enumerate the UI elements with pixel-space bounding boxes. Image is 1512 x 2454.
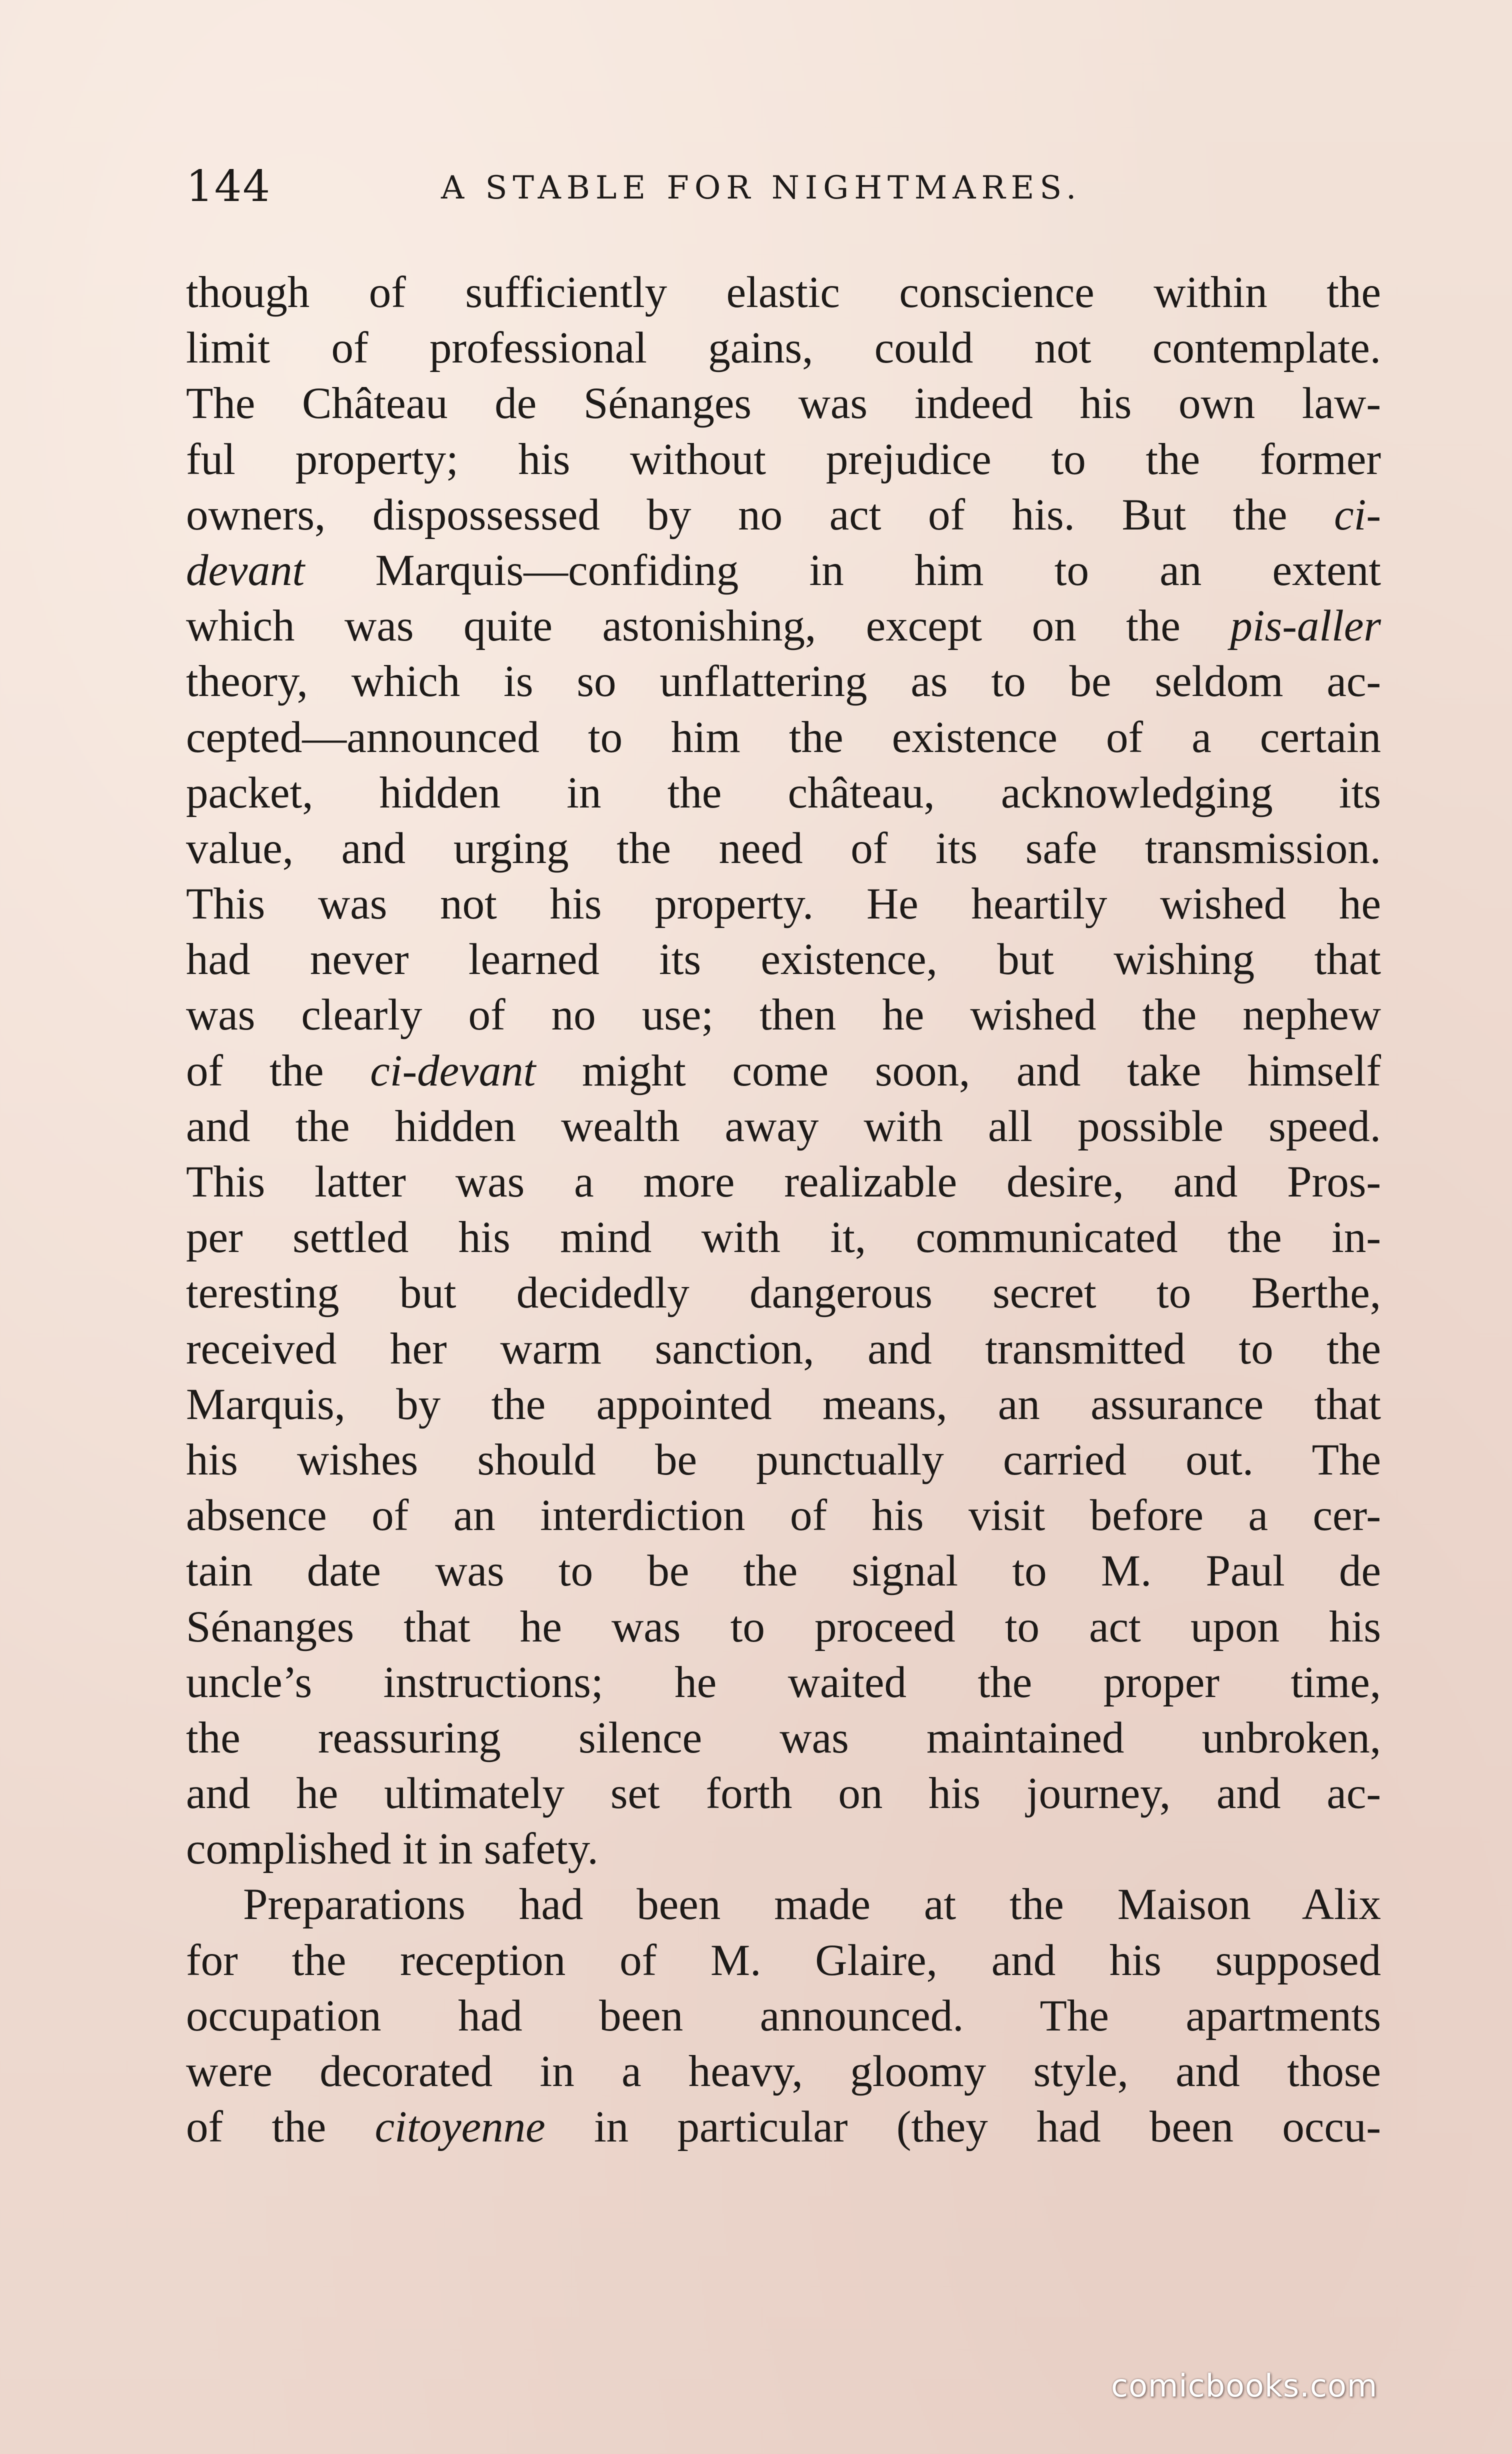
text-segment: teresting but decidedly dangerous secret to Berthe, bbox=[186, 1268, 1381, 1318]
text-segment: which was quite astonishing, except on the bbox=[186, 602, 1230, 651]
text-line bbox=[186, 2044, 1381, 2100]
text-line bbox=[186, 1766, 1381, 1822]
text-segment: This was not his property. He heartily wished he bbox=[186, 880, 1381, 929]
text-segment: Preparations had been made at the Maison Alix bbox=[243, 1880, 1381, 1930]
text-segment: for the reception of M. Glaire, and his supposed bbox=[186, 1936, 1381, 1985]
text-segment: per settled his mind with it, communicated the in- bbox=[186, 1213, 1381, 1262]
text-segment: had never learned its existence, but wishing that bbox=[186, 935, 1381, 984]
text-line bbox=[186, 598, 1381, 654]
italic-text: ci-devant bbox=[370, 1046, 536, 1096]
text-segment: though of sufficiently elastic conscience within the bbox=[186, 268, 1381, 317]
text-segment: theory, which is so unflattering as to be seldom ac- bbox=[186, 657, 1381, 706]
text-line bbox=[186, 488, 1381, 543]
text-line bbox=[186, 1710, 1381, 1766]
text-segment: uncle’s instructions; he waited the proper time, bbox=[186, 1658, 1381, 1707]
text-segment: Marquis, by the appointed means, an assurance that bbox=[186, 1380, 1381, 1429]
text-line bbox=[186, 1988, 1381, 2044]
text-line bbox=[186, 1044, 1381, 1099]
text-line bbox=[186, 432, 1381, 488]
text-line bbox=[186, 376, 1381, 432]
text-segment: owners, dispossessed by no act of his. But the bbox=[186, 490, 1334, 540]
text-line bbox=[186, 1655, 1381, 1710]
text-line bbox=[186, 654, 1381, 710]
body-text bbox=[186, 265, 1381, 2155]
text-line bbox=[186, 1877, 1381, 1932]
text-line bbox=[186, 876, 1381, 932]
text-line bbox=[186, 1210, 1381, 1266]
text-segment: ful property; his without prejudice to the former bbox=[186, 434, 1381, 484]
text-line bbox=[186, 1154, 1381, 1210]
text-segment: tain date was to be the signal to M. Paul de bbox=[186, 1546, 1381, 1596]
text-line bbox=[186, 988, 1381, 1043]
watermark-logo: comicbooks.com bbox=[1111, 2368, 1378, 2404]
text-line bbox=[186, 2100, 1381, 2155]
text-segment: The Château de Sénanges was indeed his own law- bbox=[186, 379, 1381, 428]
text-line bbox=[186, 265, 1381, 320]
text-line bbox=[186, 710, 1381, 766]
text-segment: Marquis—confiding in him to an extent bbox=[304, 546, 1381, 595]
text-segment: his wishes should be punctually carried out. The bbox=[186, 1435, 1381, 1484]
text-line bbox=[186, 1322, 1381, 1377]
text-segment: Sénanges that he was to proceed to act upon his bbox=[186, 1602, 1381, 1652]
text-segment: the reassuring silence was maintained unbroken, bbox=[186, 1713, 1381, 1762]
text-segment: absence of an interdiction of his visit before a cer- bbox=[186, 1491, 1381, 1540]
text-segment: might come soon, and take himself bbox=[536, 1046, 1381, 1096]
italic-text: citoyenne bbox=[374, 2102, 546, 2152]
text-segment: limit of professional gains, could not contemplate. bbox=[186, 324, 1381, 373]
text-segment: This latter was a more realizable desire, and Pros- bbox=[186, 1158, 1381, 1206]
text-line bbox=[186, 766, 1381, 821]
text-line bbox=[186, 1544, 1381, 1599]
text-line bbox=[186, 1377, 1381, 1432]
text-line bbox=[186, 320, 1381, 376]
text-line bbox=[186, 1600, 1381, 1655]
italic-text: pis-aller bbox=[1230, 602, 1381, 651]
text-segment: occupation had been announced. The apartments bbox=[186, 1991, 1381, 2040]
text-line bbox=[186, 1432, 1381, 1488]
text-line bbox=[186, 821, 1381, 876]
text-segment: in particular (they had been occu- bbox=[545, 2102, 1381, 2152]
text-segment: of the bbox=[186, 2102, 375, 2152]
text-line bbox=[186, 543, 1381, 598]
text-line bbox=[186, 932, 1381, 988]
text-segment: and he ultimately set forth on his journey, and ac- bbox=[186, 1769, 1381, 1818]
italic-text: devant bbox=[186, 546, 305, 595]
page-number: 144 bbox=[186, 162, 272, 212]
running-title: A STABLE FOR NIGHTMARES. bbox=[441, 170, 1082, 206]
text-segment: of the bbox=[186, 1046, 370, 1096]
text-segment: complished it in safety. bbox=[186, 1824, 598, 1874]
text-segment: value, and urging the need of its safe transmission. bbox=[186, 824, 1381, 873]
text-line bbox=[186, 1933, 1381, 1988]
text-line bbox=[186, 1822, 1381, 1877]
page-header bbox=[186, 159, 1386, 214]
text-segment: was clearly of no use; then he wished the nephew bbox=[186, 990, 1381, 1040]
text-line bbox=[186, 1266, 1381, 1321]
text-segment: packet, hidden in the château, acknowledging its bbox=[186, 768, 1381, 818]
italic-text: ci- bbox=[1334, 490, 1381, 540]
text-line bbox=[186, 1488, 1381, 1544]
text-segment: and the hidden wealth away with all possible speed. bbox=[186, 1102, 1381, 1151]
text-segment: were decorated in a heavy, gloomy style, and those bbox=[186, 2047, 1381, 2096]
text-line bbox=[186, 1099, 1381, 1154]
text-segment: cepted—announced to him the existence of a certain bbox=[186, 712, 1381, 762]
text-segment: received her warm sanction, and transmitted to the bbox=[186, 1324, 1381, 1374]
